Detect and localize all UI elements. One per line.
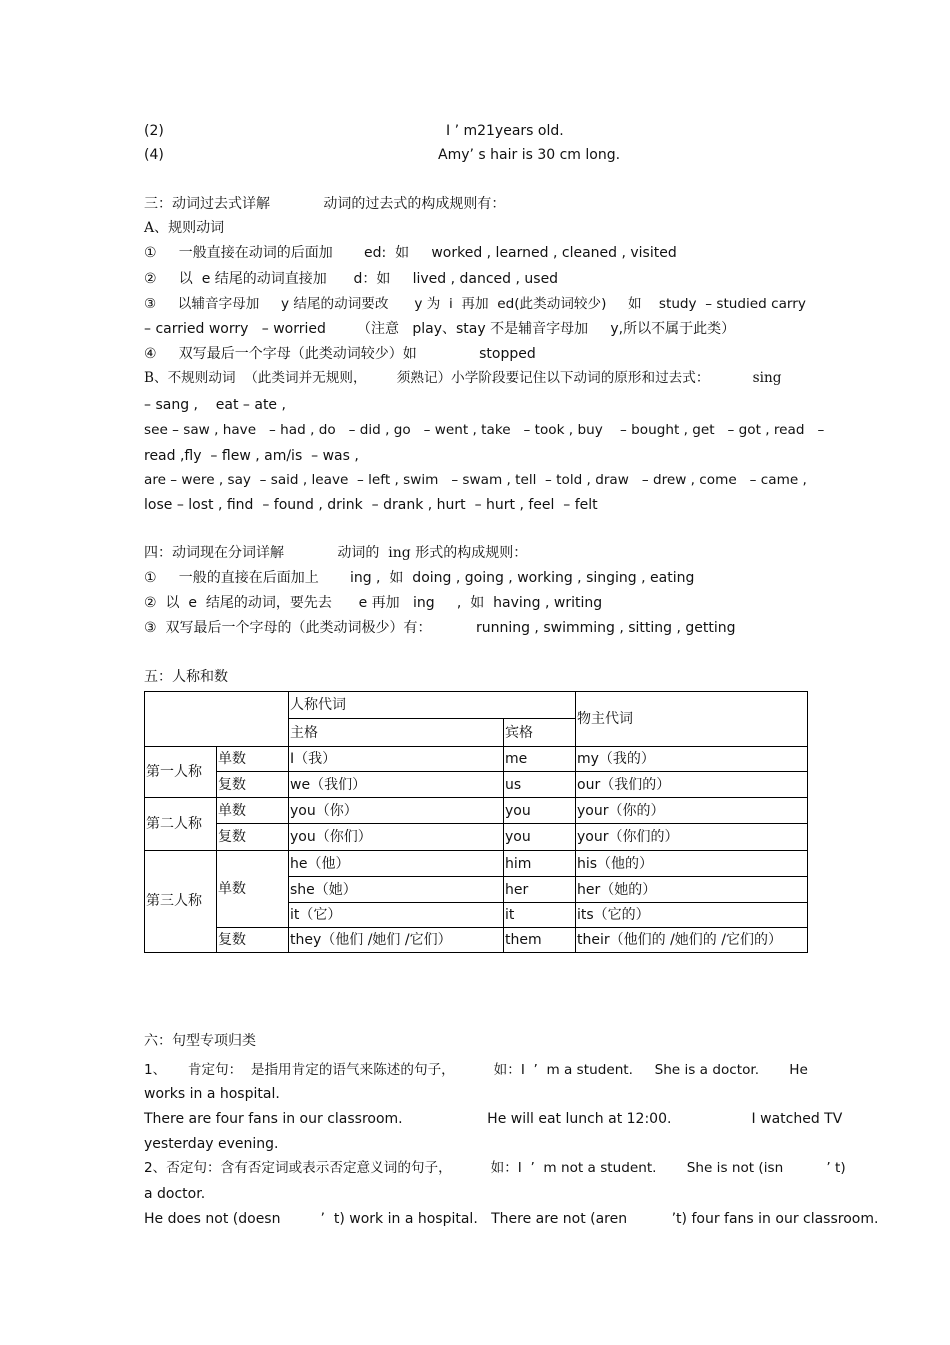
possessive-cell: her（她的） bbox=[576, 877, 808, 903]
subject-cell: you（你们） bbox=[289, 824, 504, 851]
section-3-line: A、规则动词 bbox=[144, 220, 225, 236]
section-3-line: read ,fly – flew , am/is – was , bbox=[144, 448, 359, 464]
section-4-line: ② 以 e 结尾的动词，要先去 e 再加 ing , 如 having , writing bbox=[144, 595, 603, 611]
subject-cell: I（我） bbox=[289, 747, 504, 772]
object-cell: me bbox=[504, 747, 576, 772]
number-cell: 单数 bbox=[217, 798, 289, 824]
section-3-line: see – saw , have – had , do – did , go – went , take – took , buy – bought , get – got , read – bbox=[144, 422, 825, 438]
section-3-title: 三：动词过去式详解 动词的过去式的构成规则有： bbox=[144, 196, 506, 212]
possessive-cell: his（他的） bbox=[576, 851, 808, 877]
header-personal-pronouns: 人称代词 bbox=[289, 692, 576, 719]
section-3-line: ③ 以辅音字母加 y 结尾的动词要改 y 为 i 再加 ed(此类动词较少) 如 study – studied carry bbox=[144, 296, 806, 312]
section-6-line: 1、 肯定句： 是指用肯定的语气来陈述的句子， 如：I ’ m a student. She is a doctor. He bbox=[144, 1062, 808, 1078]
object-cell: her bbox=[504, 877, 576, 903]
pronoun-table bbox=[144, 691, 808, 953]
example-2-text: I ’ m21years old. bbox=[446, 123, 564, 139]
object-cell: him bbox=[504, 851, 576, 877]
section-5-title: 五：人称和数 bbox=[144, 669, 228, 685]
number-cell: 复数 bbox=[217, 824, 289, 851]
header-possessive-pronouns: 物主代词 bbox=[576, 692, 808, 747]
section-6-line: He does not (doesn ’ t) work in a hospital. There are not (aren ’t) four fans in our classroom. bbox=[144, 1211, 879, 1227]
subject-cell: she（她） bbox=[289, 877, 504, 903]
object-cell: you bbox=[504, 798, 576, 824]
header-object-case: 宾格 bbox=[504, 719, 576, 747]
subject-cell: it（它） bbox=[289, 903, 504, 928]
example-2-number: (2) bbox=[144, 123, 164, 139]
section-6-line: works in a hospital. bbox=[144, 1086, 280, 1102]
section-3-line: – carried worry – worried （注意 play、stay 不是辅音字母加 y,所以不属于此类） bbox=[144, 321, 736, 337]
possessive-cell: its（它的） bbox=[576, 903, 808, 928]
object-cell: us bbox=[504, 772, 576, 798]
section-3-line: B、不规则动词 （此类词并无规则， 须熟记）小学阶段要记住以下动词的原形和过去式： sing bbox=[144, 370, 782, 386]
number-cell: 复数 bbox=[217, 928, 289, 953]
section-4-title: 四：动词现在分词详解 动词的 ing 形式的构成规则： bbox=[144, 545, 528, 561]
section-6-line: yesterday evening. bbox=[144, 1136, 279, 1152]
section-3-line: ④ 双写最后一个字母（此类动词较少）如 stopped bbox=[144, 346, 536, 362]
section-3-line: are – were , say – said , leave – left , swim – swam , tell – told , draw – drew , come – came , bbox=[144, 472, 807, 488]
example-4-number: (4) bbox=[144, 147, 164, 163]
number-cell: 单数 bbox=[217, 851, 289, 928]
object-cell: it bbox=[504, 903, 576, 928]
section-4-line: ③ 双写最后一个字母的（此类动词极少）有： running , swimming , sitting , getting bbox=[144, 620, 736, 636]
possessive-cell: my（我的） bbox=[576, 747, 808, 772]
subject-cell: you（你） bbox=[289, 798, 504, 824]
possessive-cell: your（你们的） bbox=[576, 824, 808, 851]
header-blank-cell bbox=[145, 692, 289, 747]
subject-cell: he（他） bbox=[289, 851, 504, 877]
section-4-line: ① 一般的直接在后面加上 ing , 如 doing , going , working , singing , eating bbox=[144, 570, 695, 586]
person-second: 第二人称 bbox=[145, 798, 217, 851]
section-6-title: 六：句型专项归类 bbox=[144, 1033, 256, 1049]
object-cell: you bbox=[504, 824, 576, 851]
number-cell: 单数 bbox=[217, 747, 289, 772]
possessive-cell: our（我们的） bbox=[576, 772, 808, 798]
person-first: 第一人称 bbox=[145, 747, 217, 798]
section-6-line: a doctor. bbox=[144, 1186, 206, 1202]
section-3-line: lose – lost , find – found , drink – drank , hurt – hurt , feel – felt bbox=[144, 497, 598, 513]
section-6-line: 2、否定句：含有否定词或表示否定意义词的句子， 如：I ’ m not a student. She is not (isn ’ t) bbox=[144, 1160, 846, 1176]
header-subject-case: 主格 bbox=[289, 719, 504, 747]
possessive-cell: your（你的） bbox=[576, 798, 808, 824]
subject-cell: we（我们） bbox=[289, 772, 504, 798]
section-6-line: There are four fans in our classroom. He will eat lunch at 12:00. I watched TV bbox=[144, 1111, 843, 1127]
object-cell: them bbox=[504, 928, 576, 953]
section-3-line: – sang , eat – ate , bbox=[144, 397, 286, 413]
number-cell: 复数 bbox=[217, 772, 289, 798]
section-3-line: ① 一般直接在动词的后面加 ed: 如 worked , learned , cleaned , visited bbox=[144, 245, 677, 261]
section-3-line: ② 以 e 结尾的动词直接加 d：如 lived , danced , used bbox=[144, 271, 559, 287]
possessive-cell: their（他们的 /她们的 /它们的） bbox=[576, 928, 808, 953]
person-third: 第三人称 bbox=[145, 851, 217, 953]
example-4-text: Amy’ s hair is 30 cm long. bbox=[438, 147, 621, 163]
subject-cell: they（他们 /她们 /它们） bbox=[289, 928, 504, 953]
